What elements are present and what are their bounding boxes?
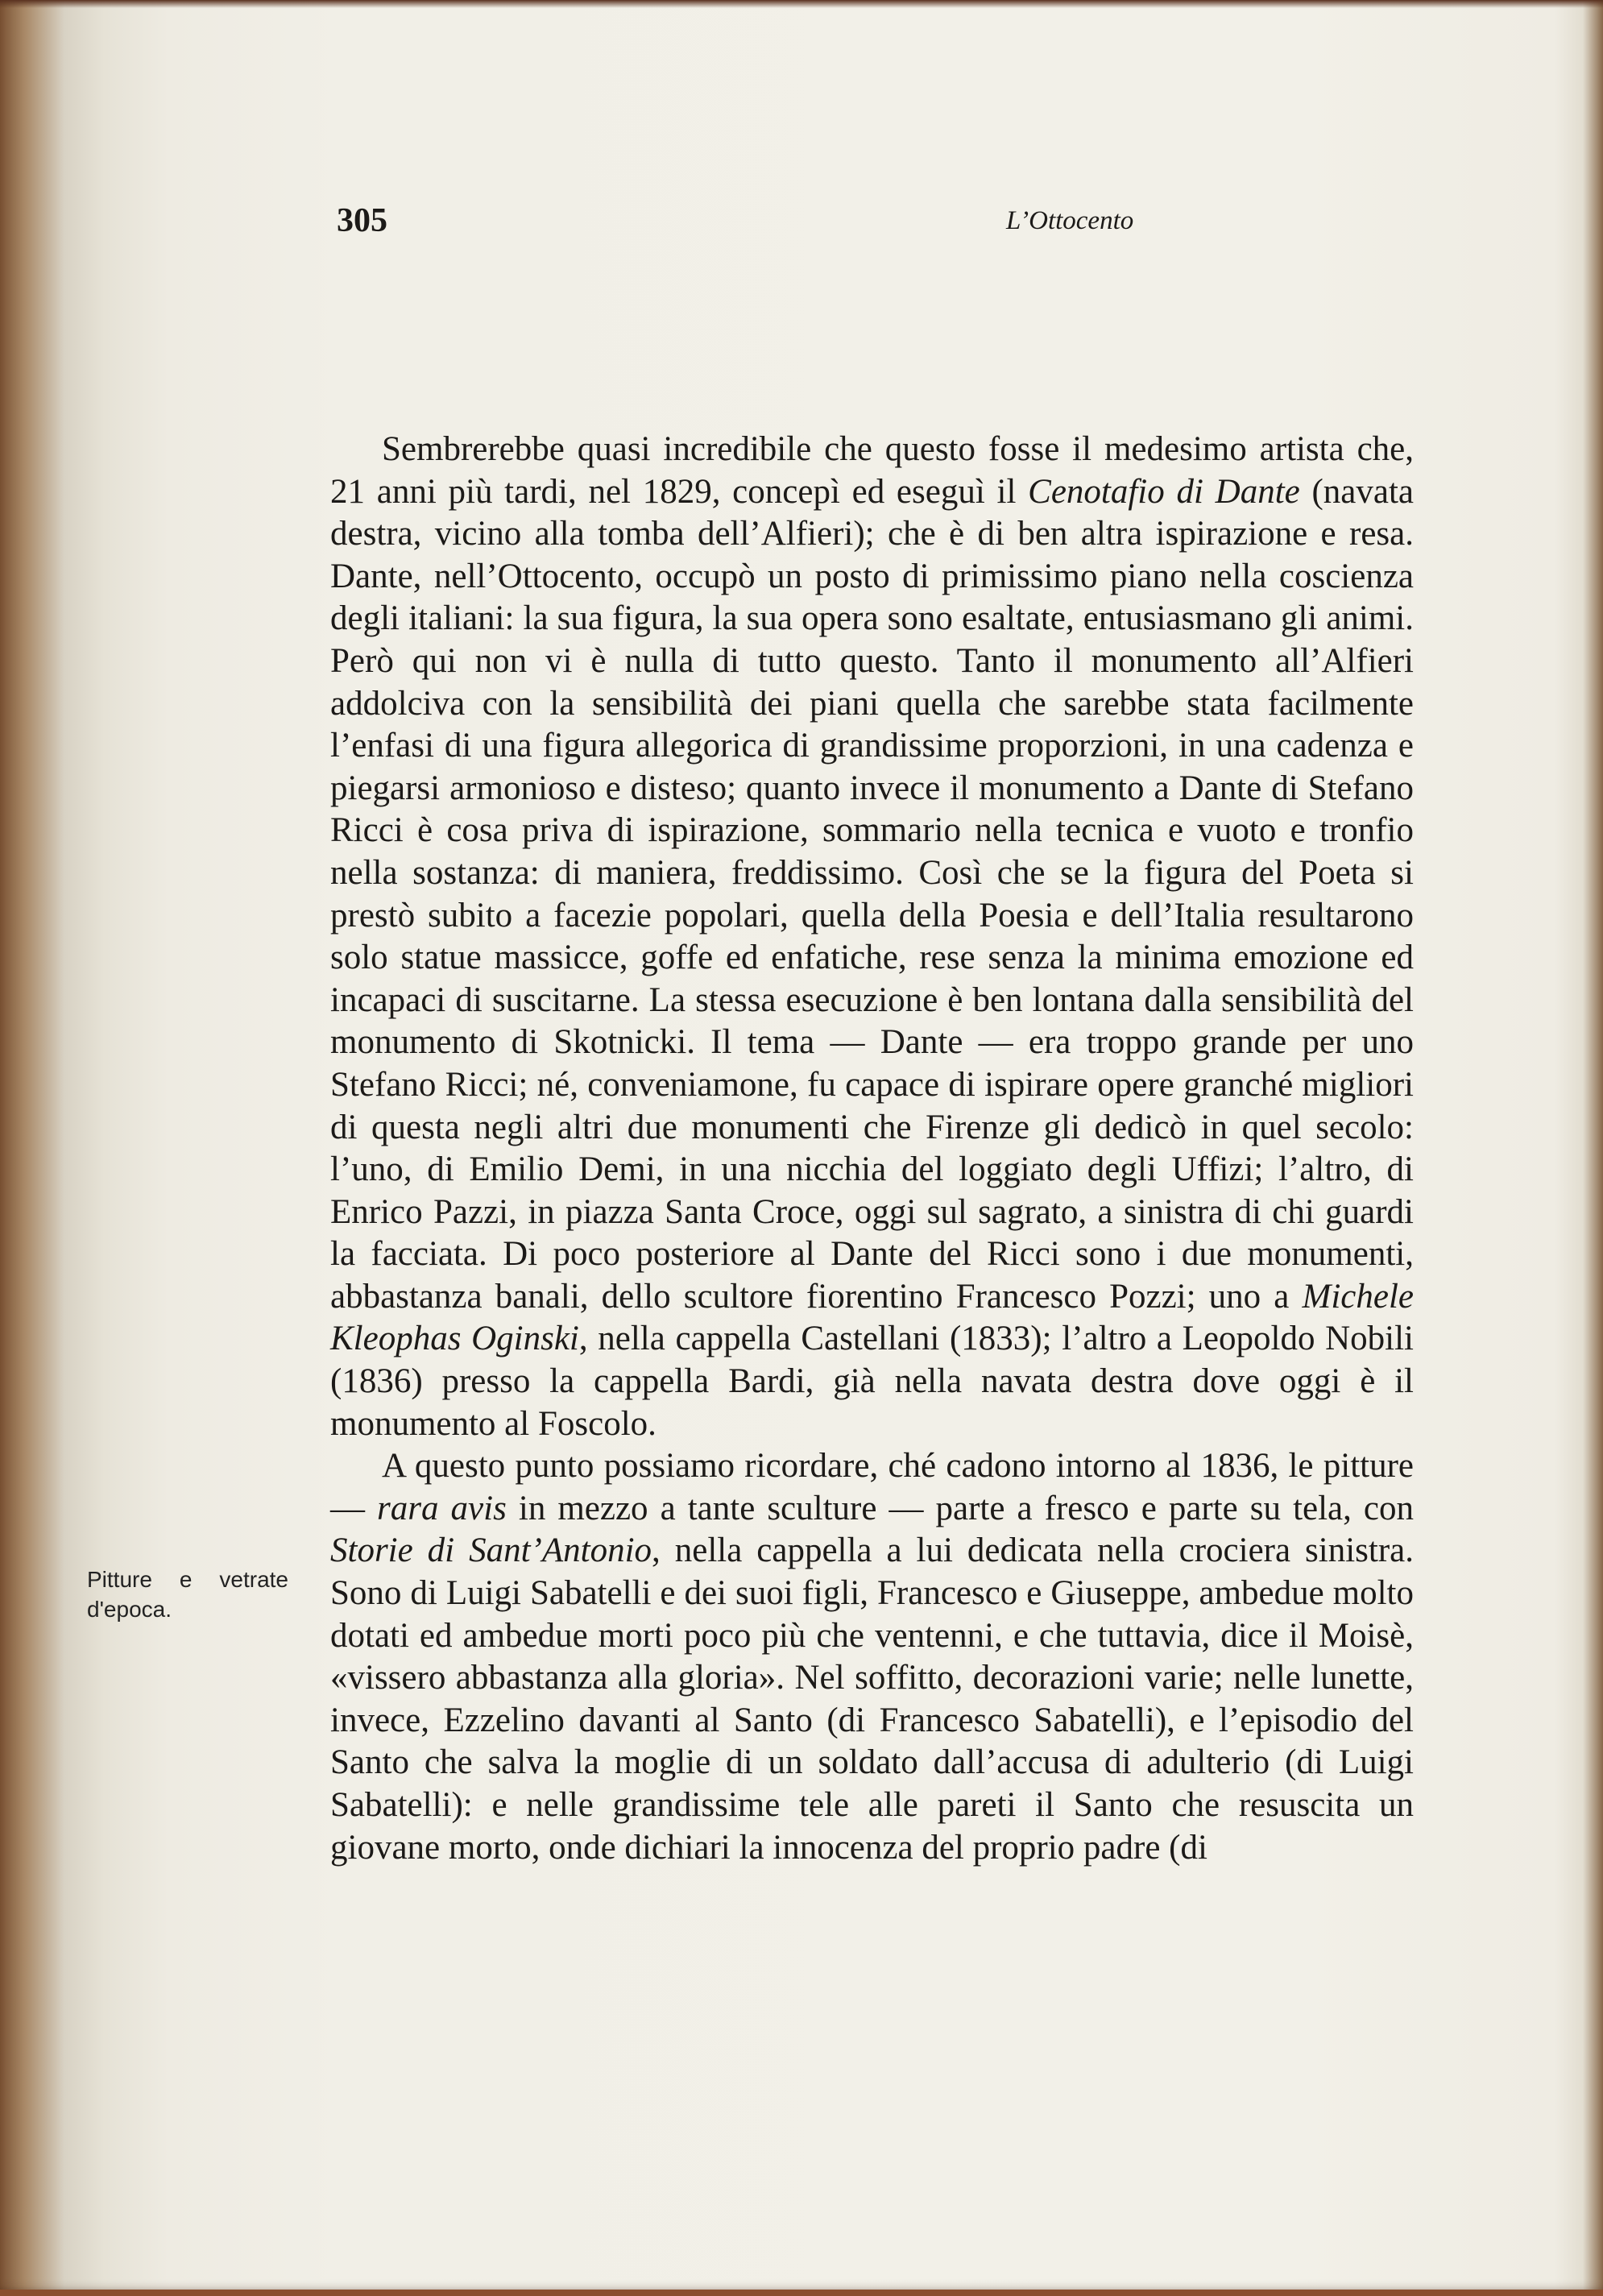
text-run: Sembrerebbe quasi incredibile che questo fosse il medesimo artista che, 21 anni più tardi, nel 1829, concepì ed eseguì il	[330, 430, 1414, 511]
italic-title: Cenotafio di Dante	[1028, 472, 1300, 511]
text-run: in mezzo a tante sculture — parte a fresco e parte su tela, con	[506, 1489, 1415, 1527]
text-run: , nella cappella a lui dedicata nella crociera sinistra. Sono di Luigi Sabatelli e dei suoi figli, Francesco e Giuseppe, ambedue molto dotati ed ambedue morti poco più che ventenni, e che tuttavia, dice il Moisè, «vissero abbastanza alla gloria». Nel soffitto, decorazioni varie; nelle lunette, invece, Ezzelino davanti al Santo (di Francesco Sabatelli), e l’episodio del Santo che salva la moglie di un soldato dall’accusa di adulterio (di Luigi Sabatelli): e nelle grandissime tele alle pareti il Santo che resuscita un giovane morto, onde dichiari la innocenza del proprio padre (di	[330, 1531, 1414, 1867]
running-title: L’Ottocento	[1006, 206, 1134, 235]
paragraph	[330, 1445, 1414, 1869]
italic-title: Storie di Sant’Antonio	[330, 1531, 652, 1570]
body-text	[330, 429, 1414, 1869]
text-run: (navata destra, vicino alla tomba dell’Alfieri); che è di ben altra ispirazione e resa. Dante, nell’Ottocento, occupò un posto di primissimo piano nella coscienza degli italiani: la sua figura, la sua opera sono esaltate, entusiasmano gli animi. Però qui non vi è nulla di tutto questo. Tanto il monumento all’Alfieri addolciva con la sensibilità dei piani quella che sarebbe stata facilmente l’enfasi di una figura allegorica di grandissime proporzioni, in una cadenza e piegarsi armonioso e disteso; quanto invece il monumento a Dante di Stefano Ricci è cosa priva di ispirazione, sommario nella tecnica e vuoto e tronfio nella sostanza: di maniera, freddissimo. Così che se la figura del Poeta si prestò subito a facezie popolari, quella della Poesia e dell’Italia resultarono solo statue massicce, goffe ed enfatiche, rese senza la minima emozione ed incapaci di suscitarne. La stessa esecuzione è ben lontana dalla sensibilità del monumento di Skotnicki. Il tema — Dante — era troppo grande per uno Stefano Ricci; né, conveniamone, fu capace di ispirare opere granché migliori di questa negli altri due monumenti che Firenze gli dedicò in quel secolo: l’uno, di Emilio Demi, in una nicchia del loggiato degli Uffizi; l’altro, di Enrico Pazzi, in piazza Santa Croce, oggi sul sagrato, a sinistra di chi guardi la facciata. Di poco posteriore al Dante del Ricci sono i due monumenti, abbastanza banali, dello scultore fiorentino Francesco Pozzi; uno a	[330, 472, 1415, 1316]
paragraph	[330, 429, 1414, 1445]
page-number: 305	[337, 202, 387, 239]
italic-phrase: rara avis	[377, 1489, 507, 1527]
italic-title: Michele Kleophas Oginski	[330, 1277, 1414, 1358]
marginal-note: Pitture e vetrate d'epoca.	[87, 1567, 288, 1622]
text-run: A questo punto possiamo ricordare, ché cadono intorno al 1836, le pitture —	[330, 1447, 1414, 1527]
text-run: , nella cappella Castellani (1833); l’altro a Leopoldo Nobili (1836) presso la cappella Bardi, già nella navata destra dove oggi è il monumento al Foscolo.	[330, 1320, 1415, 1443]
page-bottom-edge	[0, 2290, 1603, 2296]
